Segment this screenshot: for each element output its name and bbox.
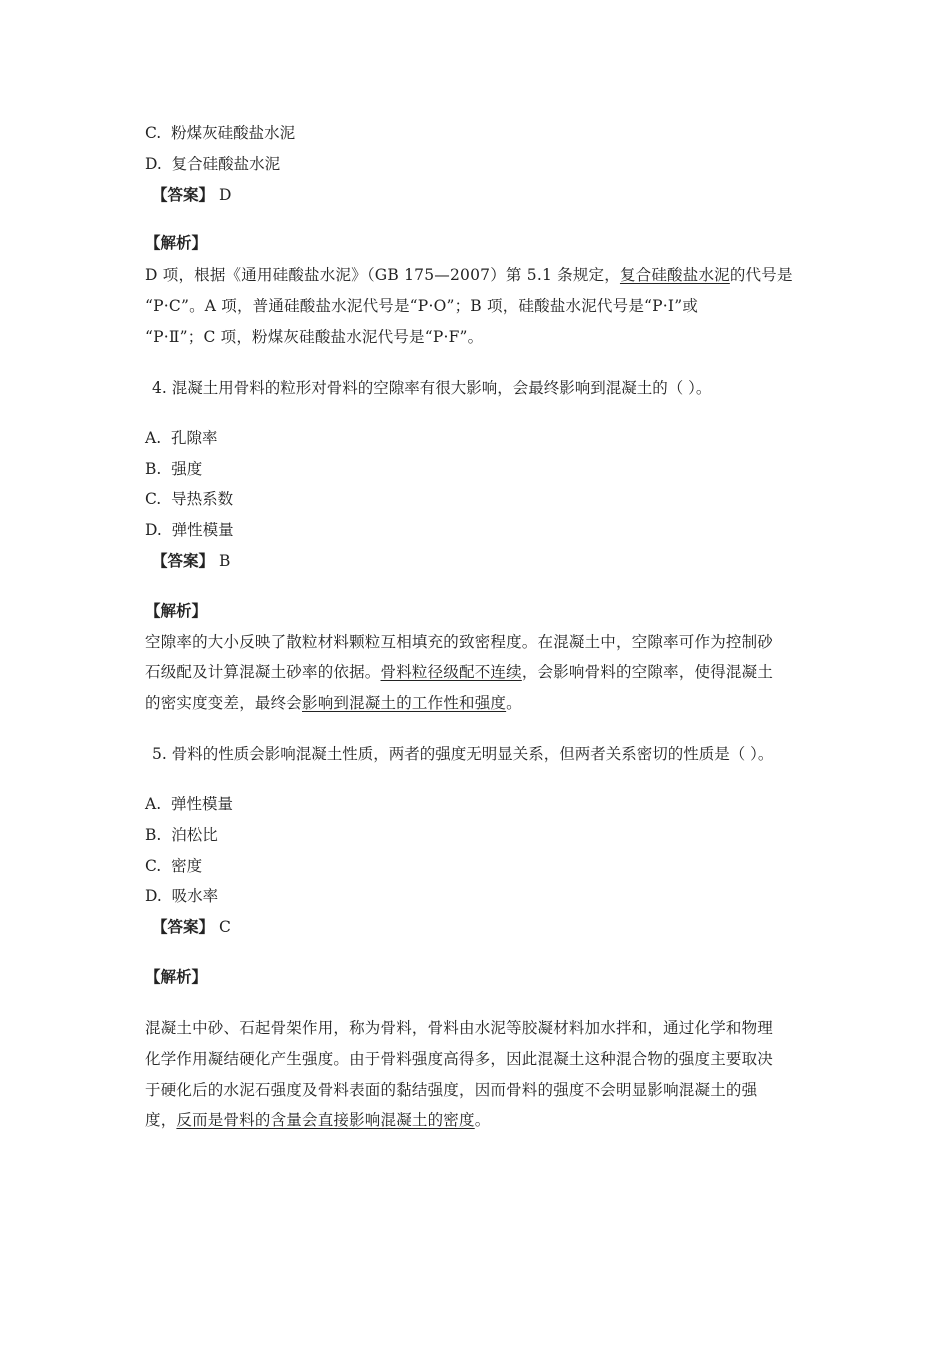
- analysis-line: D 项，根据《通用硅酸盐水泥》（GB 175—2007）第 5.1 条规定，复合硅酸盐水泥的代号是: [145, 266, 793, 284]
- analysis-line: 混凝土中砂、石起骨架作用，称为骨料，骨料由水泥等胶凝材料加水拌和，通过化学和物理: [145, 1019, 774, 1037]
- option-d: D. 吸水率: [145, 887, 219, 905]
- analysis-line: 度，反而是骨料的含量会直接影响混凝土的密度。: [145, 1111, 491, 1129]
- analysis-line: 石级配及计算混凝土砂率的依据。骨料粒径级配不连续，会影响骨料的空隙率，使得混凝土: [145, 663, 774, 681]
- analysis-line: 于硬化后的水泥石强度及骨料表面的黏结强度，因而骨料的强度不会明显影响混凝土的强: [145, 1081, 758, 1099]
- option-c: C. 密度: [145, 857, 203, 875]
- analysis-label: 【解析】: [145, 967, 208, 986]
- analysis-label: 【解析】: [145, 601, 208, 620]
- option-a: A. 弹性模量: [145, 795, 233, 813]
- option-d: D. 复合硅酸盐水泥: [145, 155, 281, 173]
- answer-value: B: [218, 552, 231, 570]
- analysis-line: “P·C”。A 项，普通硅酸盐水泥代号是“P·O”；B 项，硅酸盐水泥代号是“P·Ⅰ”或: [145, 297, 699, 315]
- answer-value: C: [218, 918, 231, 936]
- analysis-line: 化学作用凝结硬化产生强度。由于骨料强度高得多，因此混凝土这种混合物的强度主要取决: [145, 1050, 774, 1068]
- option-c: C. 粉煤灰硅酸盐水泥: [145, 124, 296, 142]
- analysis-line: “P·Ⅱ”；C 项，粉煤灰硅酸盐水泥代号是“P·F”。: [145, 328, 484, 346]
- option-b: B. 泊松比: [145, 826, 218, 844]
- option-c: C. 导热系数: [145, 490, 234, 508]
- answer-label: 【答案】: [152, 185, 215, 204]
- option-a: A. 孔隙率: [145, 429, 218, 447]
- analysis-label: 【解析】: [145, 233, 208, 252]
- answer-label: 【答案】: [152, 551, 215, 570]
- question-stem: 4. 混凝土用骨料的粒形对骨料的空隙率有很大影响，会最终影响到混凝土的（ ）。: [152, 379, 712, 397]
- option-b: B. 强度: [145, 460, 203, 478]
- analysis-line: 的密实度变差，最终会影响到混凝土的工作性和强度。: [145, 694, 522, 712]
- answer-value: D: [218, 186, 232, 204]
- question-stem: 5. 骨料的性质会影响混凝土性质，两者的强度无明显关系，但两者关系密切的性质是（ ）。: [152, 745, 774, 763]
- answer-line: [152, 551, 230, 571]
- analysis-line: 空隙率的大小反映了散粒材料颗粒互相填充的致密程度。在混凝土中，空隙率可作为控制砂: [145, 633, 774, 651]
- answer-line: [152, 185, 231, 205]
- option-d: D. 弹性模量: [145, 521, 234, 539]
- answer-label: 【答案】: [152, 917, 215, 936]
- answer-line: [152, 917, 231, 937]
